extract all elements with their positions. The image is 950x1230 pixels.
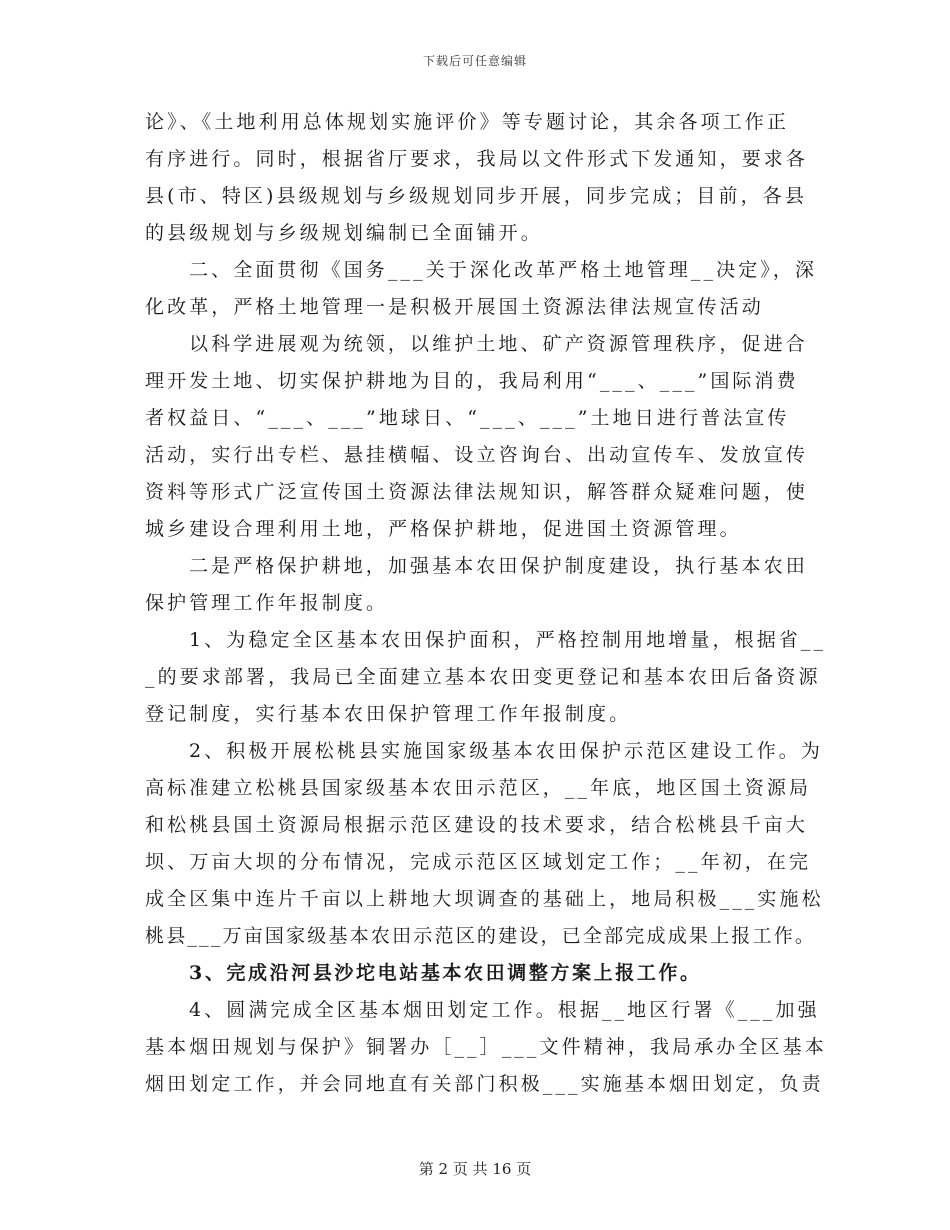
- text-line: 城乡建设合理利用土地，严格保护耕地，促进国土资源管理。: [145, 518, 742, 540]
- text-line: 活动，实行出专栏、悬挂横幅、设立咨询台、出动宣传车、发放宣传: [145, 444, 809, 466]
- paragraph-start-line: 2、积极开展松桃县实施国家级基本农田保护示范区建设工作。为: [189, 740, 823, 762]
- text-line: 桃县___万亩国家级基本农田示范区的建设，已全部完成成果上报工作。: [145, 925, 817, 947]
- text-line: 有序进行。同时，根据省厅要求，我局以文件形式下发通知，要求各: [145, 148, 809, 170]
- text-line: 的县级规划与乡级规划编制已全面铺开。: [145, 222, 543, 244]
- text-line: 高标准建立松桃县国家级基本农田示范区，__年底，地区国土资源局: [145, 777, 812, 799]
- text-line: 论》、《土地利用总体规划实施评价》等专题讨论，其余各项工作正: [145, 111, 790, 133]
- page-number-footer: 第 2 页 共 16 页: [418, 1160, 532, 1178]
- paragraph-start-line: 4、圆满完成全区基本烟田划定工作。根据__地区行署《___加强: [189, 999, 820, 1021]
- text-line: 和松桃县国土资源局根据示范区建设的技术要求，结合松桃县千亩大: [145, 814, 809, 836]
- text-line: 化改革，严格土地管理一是积极开展国土资源法律法规宣传活动: [145, 296, 764, 318]
- bold-heading-line: 3、完成沿河县沙坨电站基本农田调整方案上报工作。: [189, 962, 702, 984]
- text-line: 保护管理工作年报制度。: [145, 592, 389, 614]
- text-line: 烟田划定工作，并会同地直有关部门积极___实施基本烟田划定，负责: [145, 1073, 824, 1095]
- text-line: 者权益日、“___、___”地球日、“___、___”土地日进行普法宣传: [145, 407, 790, 429]
- paragraph-start-line: 1、为稳定全区基本农田保护面积，严格控制用地增量，根据省__: [189, 629, 827, 651]
- paragraph-start-line: 以科学进展观为统领，以维护土地、矿产资源管理秩序，促进合: [189, 333, 808, 355]
- text-line: _的要求部署，我局已全面建立基本农田变更登记和基本农田后备资源: [145, 666, 821, 688]
- text-line: 基本烟田规划与保护》铜署办［__］___文件精神，我局承办全区基本: [145, 1036, 827, 1058]
- page-header: 下载后可任意编辑: [422, 54, 527, 68]
- paragraph-start-line: 二是严格保护耕地，加强基本农田保护制度建设，执行基本农田: [189, 555, 808, 577]
- text-line: 资料等形式广泛宣传国土资源法律法规知识，解答群众疑难问题，使: [145, 481, 809, 503]
- text-line: 坝、万亩大坝的分布情况，完成示范区区域划定工作；__年初，在完: [145, 851, 812, 873]
- section-heading-line: 二、全面贯彻《国务___关于深化改革严格土地管理__决定》，深: [189, 259, 818, 281]
- document-body: [145, 104, 827, 1103]
- text-line: 理开发土地、切实保护耕地为目的，我局利用“___、___”国际消费: [145, 370, 799, 392]
- text-line: 县(市、特区)县级规划与乡级规划同步开展，同步完成；目前，各县: [145, 185, 807, 207]
- text-line: 登记制度，实行基本农田保护管理工作年报制度。: [145, 703, 632, 725]
- text-line: 成全区集中连片千亩以上耕地大坝调查的基础上，地局积极___实施松: [145, 888, 824, 910]
